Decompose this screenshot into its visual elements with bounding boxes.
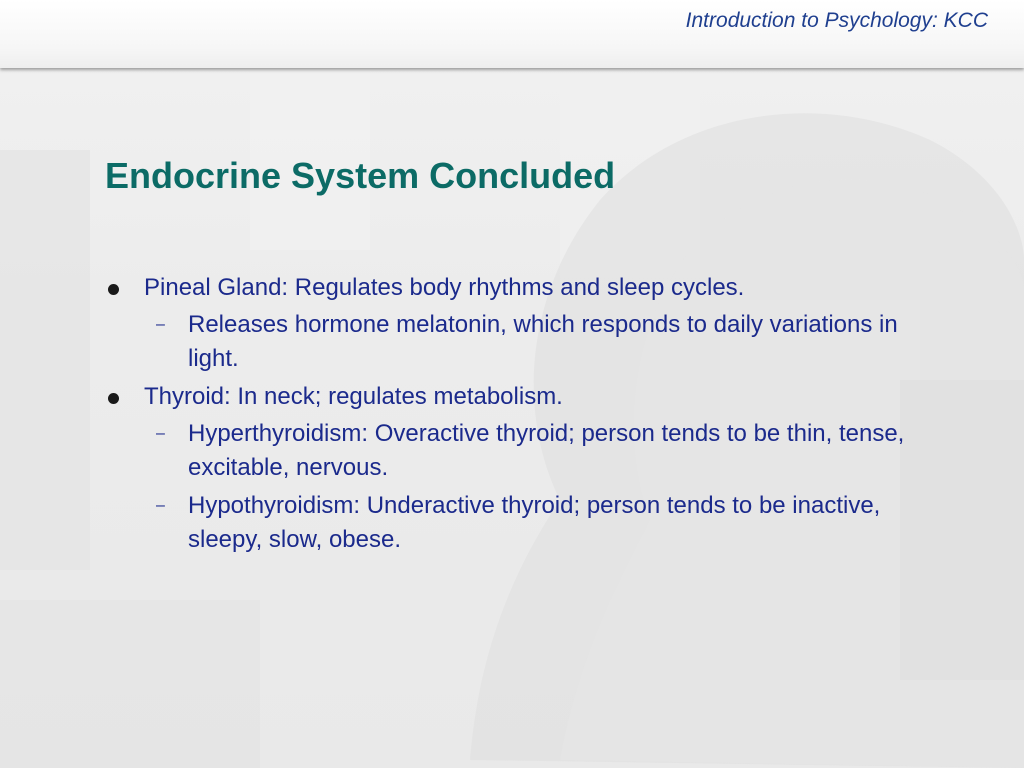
dash-icon: –: [156, 497, 165, 514]
bullet-text: Thyroid: In neck; regulates metabolism.: [144, 383, 563, 410]
bullet-dot-icon: [108, 393, 119, 404]
sub-bullet-item: [144, 489, 920, 557]
bullet-dot-icon: [108, 284, 119, 295]
bullet-item: [100, 271, 920, 376]
slide-title: Endocrine System Concluded: [105, 155, 616, 196]
sub-bullet-text: Releases hormone melatonin, which responds to daily variations in light.: [188, 311, 898, 372]
bullet-text: Pineal Gland: Regulates body rhythms and sleep cycles.: [144, 274, 745, 301]
header-bar: [0, 0, 1024, 68]
sub-bullet-list: [144, 417, 920, 557]
sub-bullet-item: [144, 308, 920, 376]
dash-icon: –: [156, 425, 165, 442]
sub-bullet-text: Hypothyroidism: Underactive thyroid; person tends to be inactive, sleepy, slow, obese.: [188, 492, 881, 553]
sub-bullet-text: Hyperthyroidism: Overactive thyroid; person tends to be thin, tense, excitable, nervous.: [188, 420, 905, 481]
sub-bullet-list: [144, 308, 920, 376]
bullet-list: [100, 271, 920, 561]
sub-bullet-item: [144, 417, 920, 485]
course-title: Introduction to Psychology: KCC: [685, 9, 988, 32]
dash-icon: –: [156, 316, 165, 333]
bullet-item: [100, 380, 920, 557]
